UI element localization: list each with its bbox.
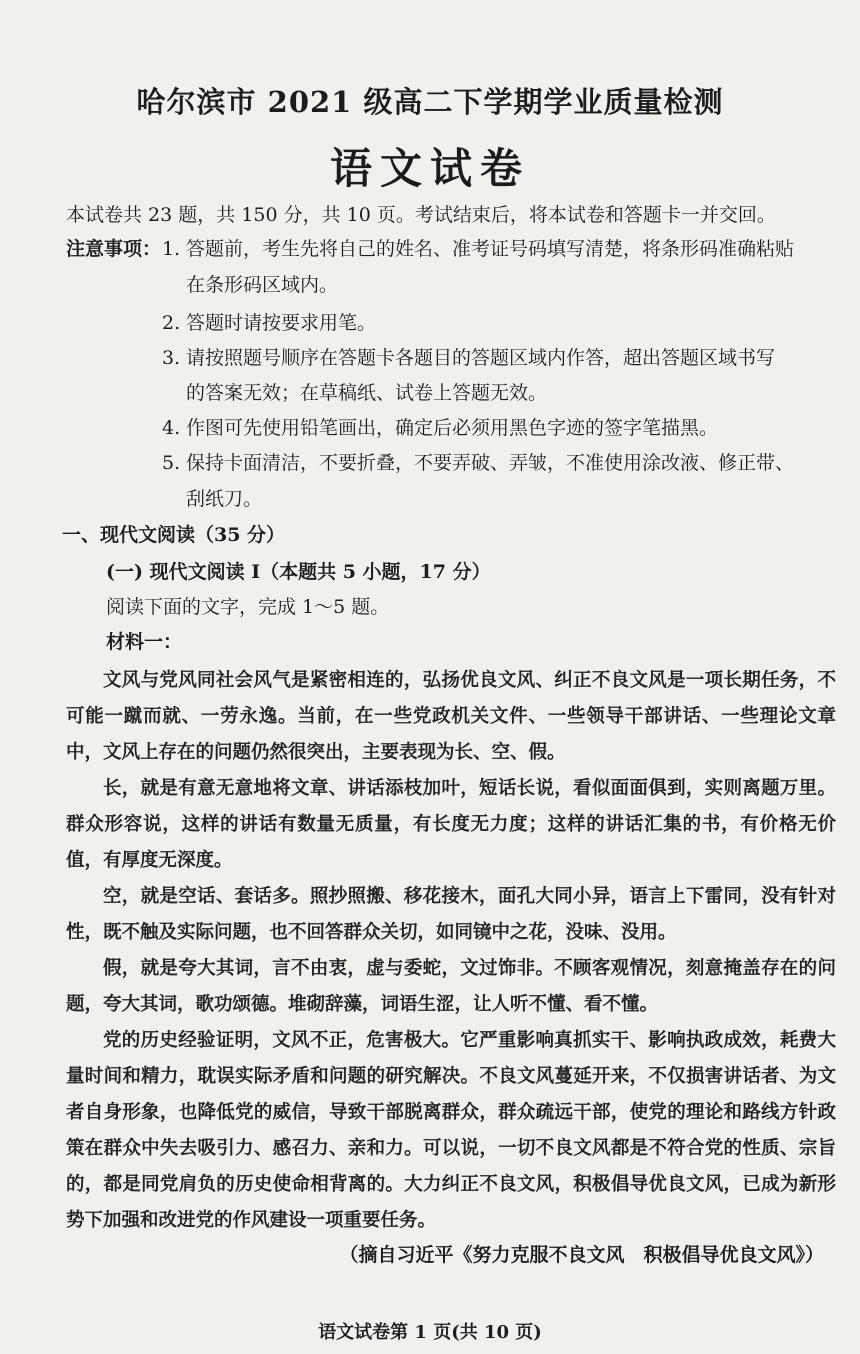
note-text-continued: 刮纸刀。 [186, 488, 263, 510]
passage-source: （摘自习近平《努力克服不良文风 积极倡导优良文风》） [339, 1244, 824, 1266]
exam-subtitle: 语文试卷 [329, 144, 530, 193]
note-number: 4. [162, 417, 181, 439]
note-number: 5. [162, 452, 181, 474]
exam-title: 哈尔滨市 2021 级高二下学期学业质量检测 [136, 85, 724, 119]
note-text-continued: 的答案无效；在草稿纸、试卷上答题无效。 [186, 382, 548, 404]
note-item [162, 343, 775, 370]
note-number: 2. [162, 312, 181, 334]
note-number: 1. [162, 238, 181, 260]
note-text: 保持卡面清洁，不要折叠，不要弄破、弄皱，不准使用涂改液、修正带、 [186, 452, 795, 474]
note-number: 3. [162, 347, 181, 369]
note-text: 答题时请按要求用笔。 [186, 312, 377, 334]
note-text-continued: 在条形码区域内。 [186, 274, 339, 296]
note-item [162, 308, 376, 335]
passage-paragraph: 文风与党风同社会风气是紧密相连的，弘扬优良文风、纠正不良文风是一项长期任务，不可能一蹴而就、一劳永逸。当前，在一些党政机关文件、一些领导干部讲话、一些理论文章中，文风上存在的问题仍然很突出，主要表现为长、空、假。 [66, 670, 836, 763]
note-item [162, 413, 718, 440]
passage-paragraph: 假，就是夸大其词，言不由衷，虚与委蛇，文过饰非。不顾客观情况，刻意掩盖存在的问题，夸大其词，歌功颂德。堆砌辞藻，词语生涩，让人听不懂、看不懂。 [66, 958, 836, 1015]
note-text: 作图可先使用铅笔画出，确定后必须用黑色字迹的签字笔描黑。 [186, 417, 719, 439]
note-text: 请按照题号顺序在答题卡各题目的答题区域内作答，超出答题区域书写 [186, 347, 776, 369]
note-item [162, 448, 794, 475]
note-item [162, 234, 794, 261]
passage-paragraph: 长，就是有意无意地将文章、讲话添枝加叶，短话长说，看似面面俱到，实则离题万里。群众形容说，这样的讲话有数量无质量，有长度无力度；这样的讲话汇集的书，有价格无价值，有厚度无深度。 [66, 778, 836, 871]
passage-paragraph: 党的历史经验证明，文风不正，危害极大。它严重影响真抓实干、影响执政成效，耗费大量时间和精力，耽误实际矛盾和问题的研究解决。不良文风蔓延开来，不仅损害讲话者、为文者自身形象，也降低党的威信，导致干部脱离群众，群众疏远干部，使党的理论和路线方针政策在群众中失去吸引力、感召力、亲和力。可以说，一切不良文风都是不符合党的性质、宗旨的，都是同党肩负的历史使命相背离的。大力纠正不良文风，积极倡导优良文风，已成为新形势下加强和改进党的作风建设一项重要任务。 [66, 1030, 836, 1231]
passage-paragraph: 空，就是空话、套话多。照抄照搬、移花接木，面孔大同小异，语言上下雷同，没有针对性，既不触及实际问题，也不回答群众关切，如同镜中之花，没味、没用。 [66, 886, 836, 943]
intro-text: 本试卷共 23 题，共 150 分，共 10 页。考试结束后，将本试卷和答题卡一并交回。 [66, 204, 776, 226]
reading-passage [66, 663, 836, 1239]
material-label: 材料一： [106, 631, 183, 653]
subsection-heading: (一) 现代文阅读 I（本题共 5 小题，17 分） [106, 561, 491, 583]
note-text: 答题前，考生先将自己的姓名、准考证号码填写清楚，将条形码准确粘贴 [186, 238, 795, 260]
page-footer: 语文试卷第 1 页(共 10 页) [318, 1322, 542, 1343]
reading-instruction: 阅读下面的文字，完成 1～5 题。 [106, 596, 390, 618]
section-heading: 一、现代文阅读（35 分） [62, 524, 286, 546]
notes-label: 注意事项： [66, 238, 162, 260]
